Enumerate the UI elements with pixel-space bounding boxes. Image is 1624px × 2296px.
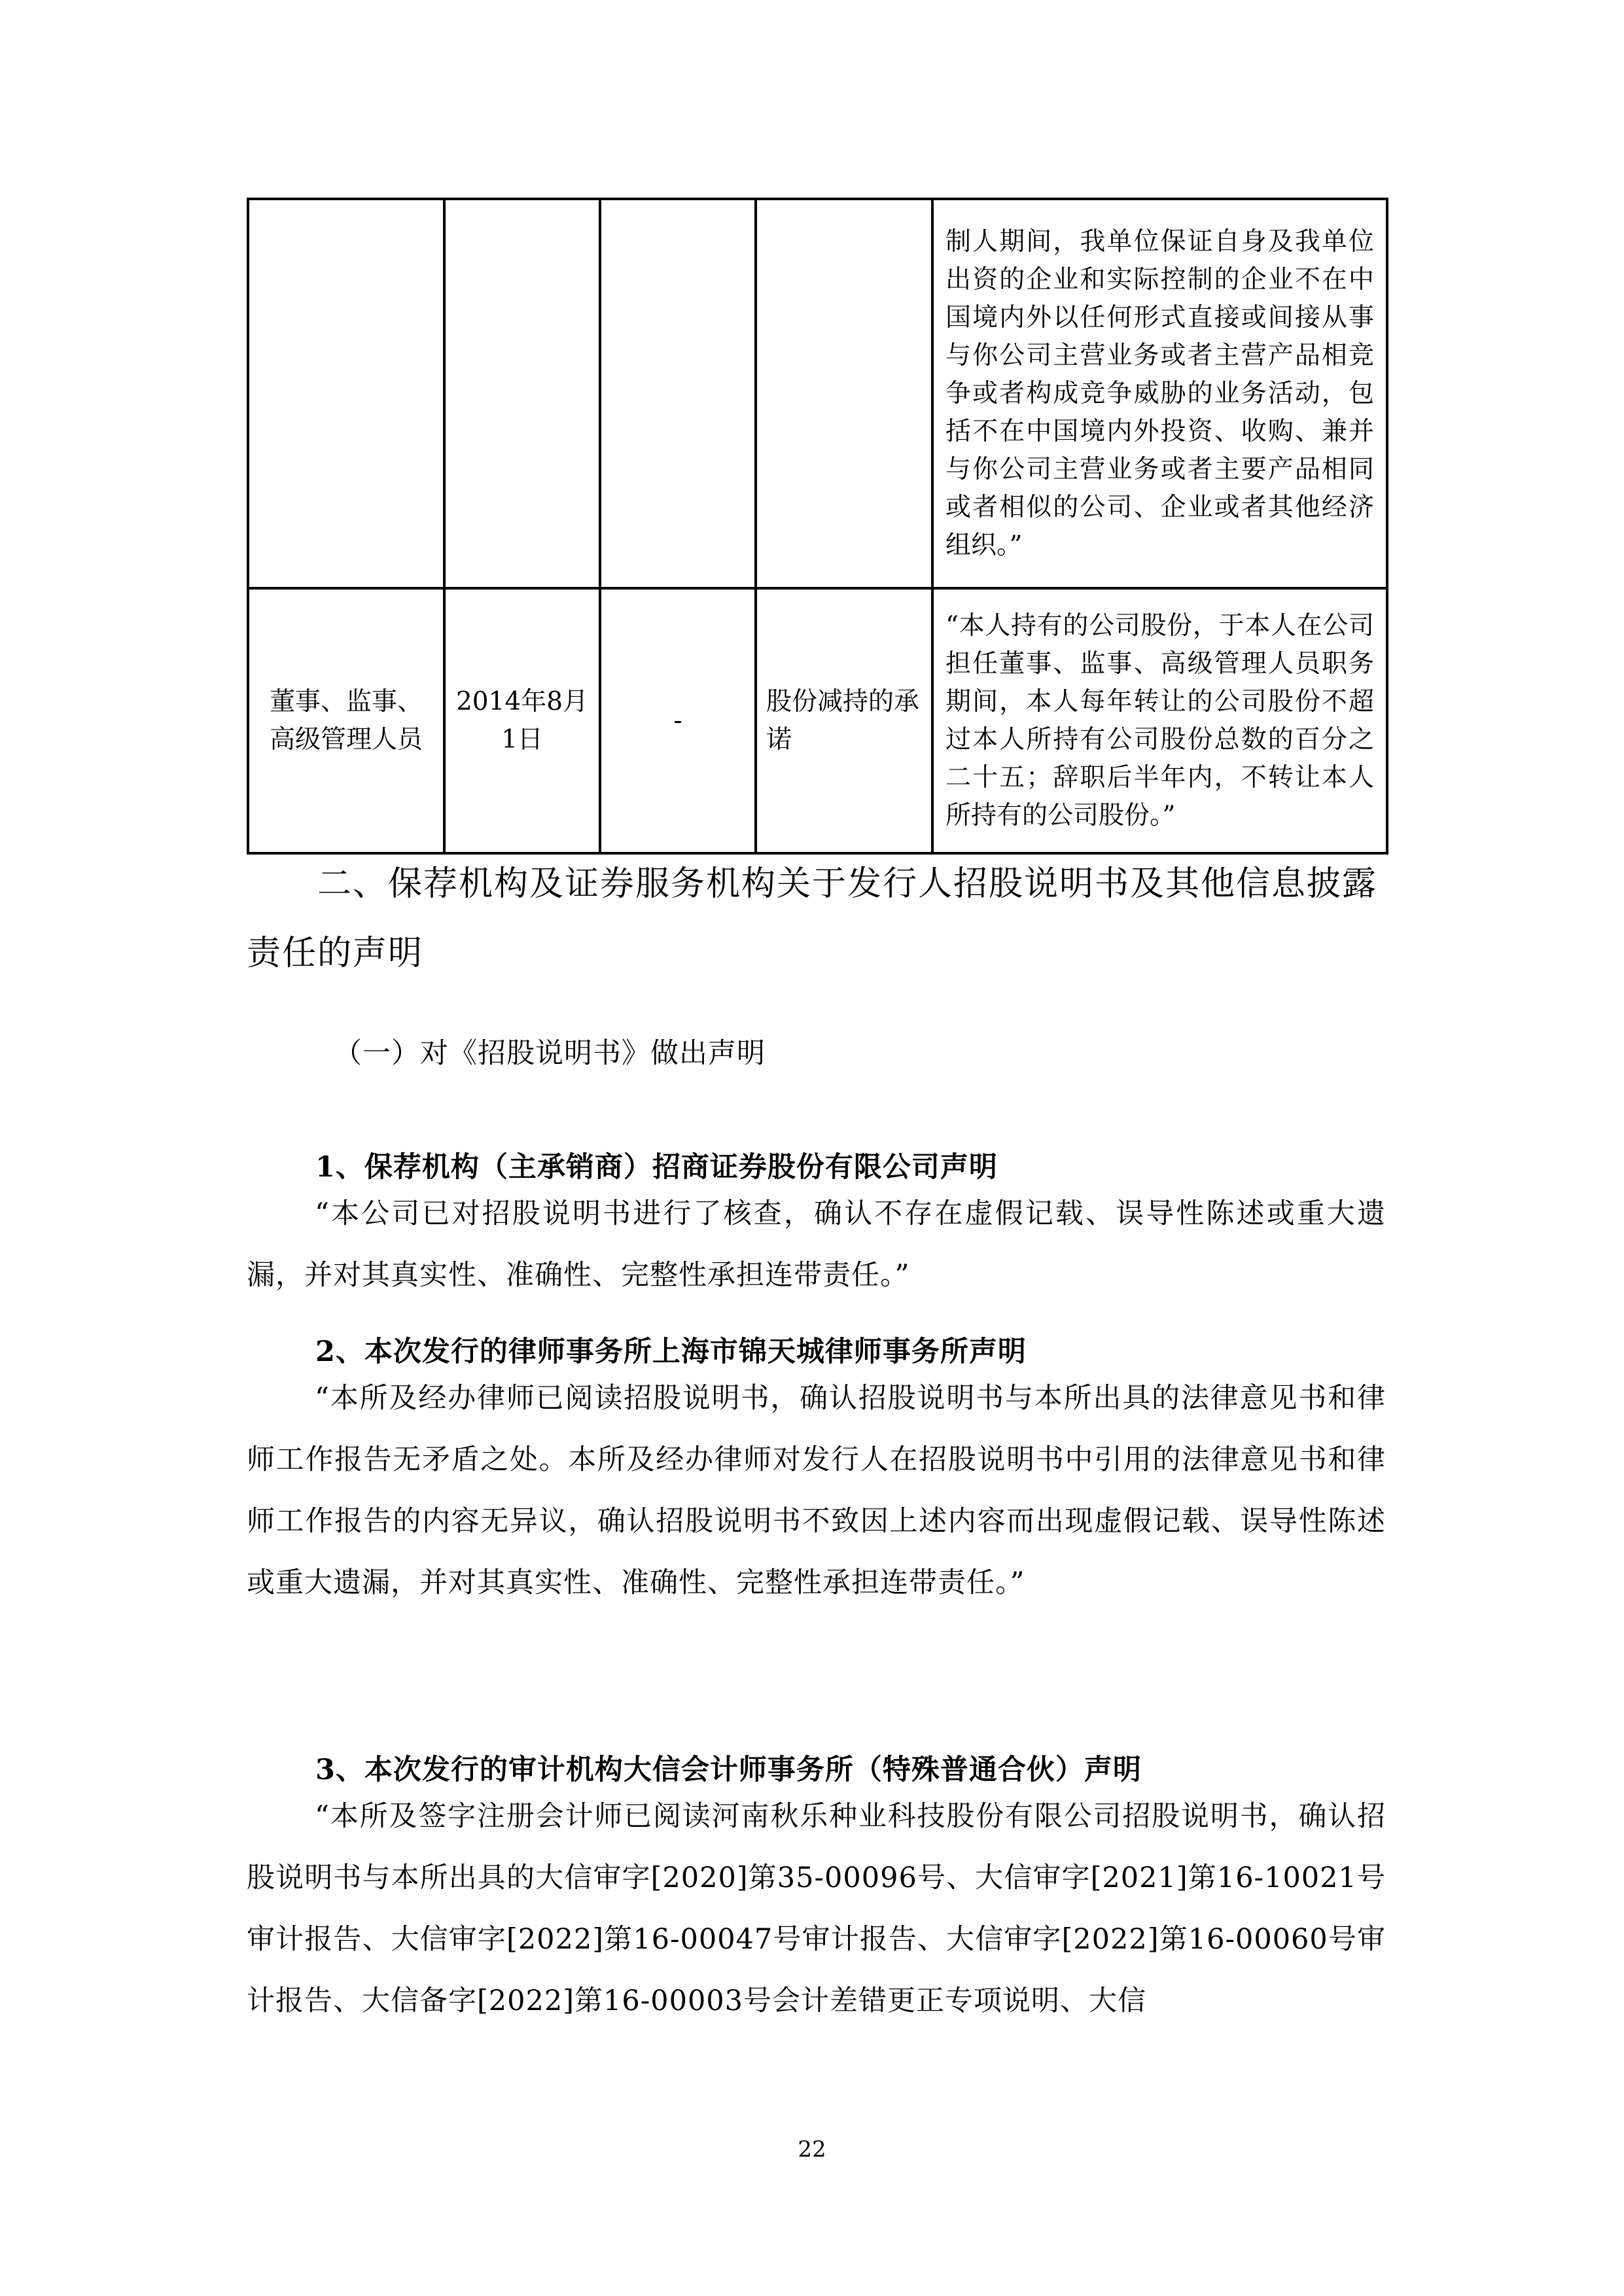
term-cell [600, 588, 756, 853]
subsection-heading: （一）对《招股说明书》做出声明 [334, 1037, 766, 1070]
item2-text: “本所及经办律师已阅读招股说明书，确认招股说明书与本所出具的法律意见书和律师工作报告无矛盾之处。本所及经办律师对发行人在招股说明书中引用的法律意见书和律师工作报告的内容无异议，确认招股说明书不致因上述内容而出现虚假记载、误导性陈述或重大遗漏，并对其真实性、准确性、完整性承担连带责任。” [247, 1382, 1386, 1599]
page-number: 22 [798, 2136, 826, 2163]
commitment-table [247, 198, 1388, 855]
date-text: 2014年8月1日 [455, 686, 589, 754]
party-text: 董事、监事、高级管理人员 [269, 686, 423, 754]
item2-title: 2、本次发行的律师事务所上海市锦天城律师事务所声明 [315, 1335, 1027, 1368]
party-cell [248, 199, 444, 588]
date-cell [444, 199, 600, 588]
type-text: 股份减持的承诺 [766, 686, 920, 754]
item1-text: “本公司已对招股说明书进行了核查，确认不存在虚假记载、误导性陈述或重大遗漏，并对其真实性、准确性、完整性承担连带责任。” [247, 1197, 1386, 1292]
term-cell [600, 199, 756, 588]
type-cell [756, 199, 932, 588]
commitment-text-cell: “本人持有的公司股份，于本人在公司担任董事、监事、高级管理人员职务期间，本人每年转让的公司股份不超过本人所持有公司股份总数的百分之二十五；辞职后半年内，不转让本人所持有的公司股份。” [932, 588, 1387, 853]
item3-title: 3、本次发行的审计机构大信会计师事务所（特殊普通合伙）声明 [315, 1754, 1142, 1786]
party-cell [248, 588, 444, 853]
term-text: - [673, 705, 682, 735]
item3-text: “本所及签字注册会计师已阅读河南秋乐种业科技股份有限公司招股说明书，确认招股说明书与本所出具的大信审字[2020]第35-00096号、大信审字[2021]第16-10021号审计报告、大信审字[2022]第16-00047号审计报告、大信审字[2022]第16-00060号审计报告、大信备字[2022]第16-00003号会计差错更正专项说明、大信 [247, 1800, 1386, 2017]
table-row [248, 199, 1387, 588]
type-cell [756, 588, 932, 853]
commitment-text-cell: 制人期间，我单位保证自身及我单位出资的企业和实际控制的企业不在中国境内外以任何形式直接或间接从事与你公司主营业务或者主营产品相竞争或者构成竞争威胁的业务活动，包括不在中国境内外投资、收购、兼并与你公司主营业务或者主要产品相同或者相似的公司、企业或者其他经济组织。” [932, 199, 1387, 588]
section-heading: 二、保荐机构及证券服务机构关于发行人招股说明书及其他信息披露责任的声明 [247, 864, 1378, 973]
table-row [248, 588, 1387, 853]
date-cell [444, 588, 600, 853]
item1-title: 1、保荐机构（主承销商）招商证券股份有限公司声明 [315, 1151, 998, 1184]
